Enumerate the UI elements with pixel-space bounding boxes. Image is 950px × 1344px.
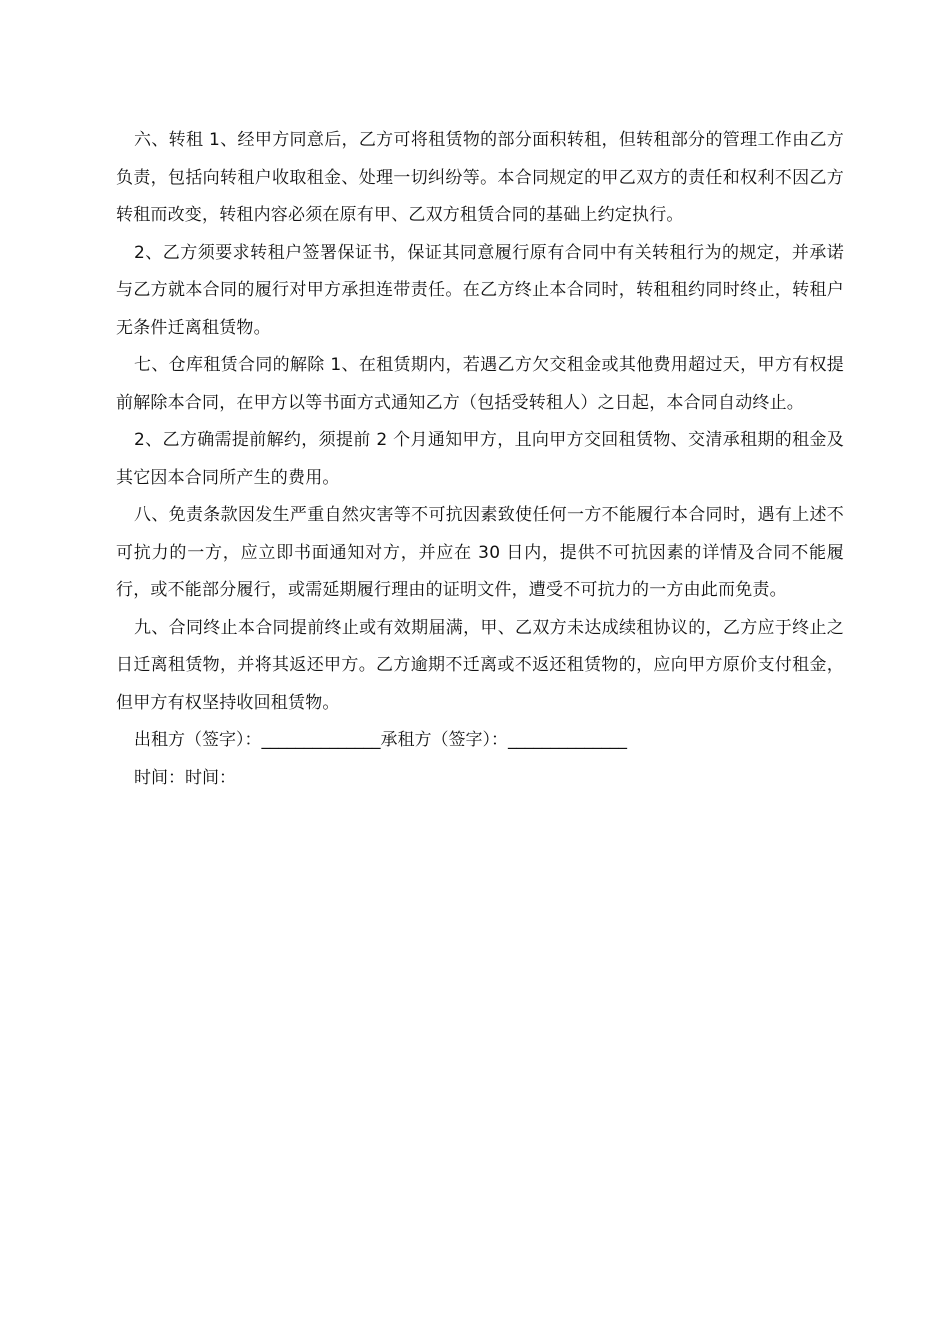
time-line: 时间：时间：	[134, 767, 236, 788]
paragraph-sublease: 六、转租 1、经甲方同意后，乙方可将租赁物的部分面积转租，但转租部分的管理工作由乙方负责，包括向转租户收取租金、处理一切纠纷等。本合同规定的甲乙双方的责任和权利不因乙方转租而改变，转租内容必须在原有甲、乙双方租赁合同的基础上约定执行。	[116, 130, 844, 225]
paragraph-sublease-guarantee: 2、乙方须要求转租户签署保证书，保证其同意履行原有合同中有关转租行为的规定，并承诺与乙方就本合同的履行对甲方承担连带责任。在乙方终止本合同时，转租租约同时终止，转租户无条件迁离租赁物。	[116, 242, 844, 338]
paragraph-early-termination: 2、乙方确需提前解约，须提前 2 个月通知甲方，且向甲方交回租赁物、交清承租期的租金及其它因本合同所产生的费用。	[116, 430, 844, 488]
signature-line: 出租方（签字）：______________承租方（签字）：______________	[134, 730, 627, 750]
paragraph-termination: 七、仓库租赁合同的解除 1、在租赁期内，若遇乙方欠交租金或其他费用超过天，甲方有权提前解除本合同，在甲方以等书面方式通知乙方（包括受转租人）之日起，本合同自动终止。	[116, 355, 844, 413]
document-page	[116, 122, 844, 797]
paragraph-force-majeure: 八、免责条款因发生严重自然灾害等不可抗因素致使任何一方不能履行本合同时，遇有上述不可抗力的一方，应立即书面通知对方，并应在 30 日内，提供不可抗因素的详情及合同不能履行，或不能部分履行，或需延期履行理由的证明文件，遭受不可抗力的一方由此而免责。	[116, 505, 844, 600]
paragraph-contract-end: 九、合同终止本合同提前终止或有效期届满，甲、乙双方未达成续租协议的，乙方应于终止之日迁离租赁物，并将其返还甲方。乙方逾期不迁离或不返还租赁物的，应向甲方原价支付租金，但甲方有权坚持收回租赁物。	[116, 617, 844, 713]
